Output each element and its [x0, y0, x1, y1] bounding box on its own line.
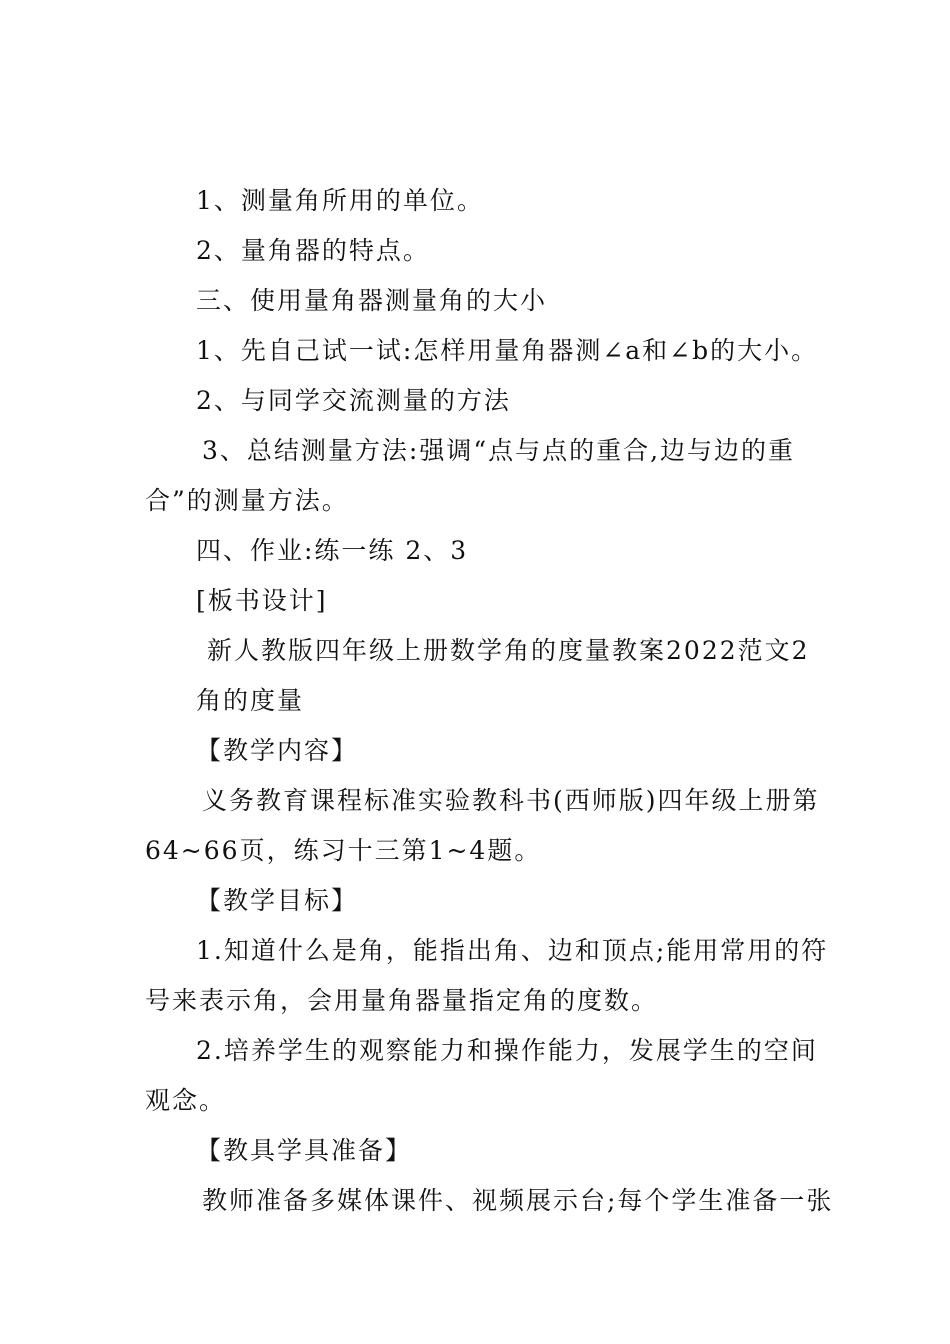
- text-line-4: 1、先自己试一试:怎样用量角器测∠a和∠b的大小。: [196, 336, 819, 365]
- heading-teaching-goals: 【教学目标】: [196, 886, 359, 915]
- section-heading-4: 四、作业:练一练 2、3: [196, 536, 469, 565]
- text-line-6: 3、总结测量方法:强调“点与点的重合,边与边的重: [202, 436, 796, 465]
- goal-1-line-1: 1.知道什么是角，能指出角、边和顶点;能用常用的符: [196, 936, 829, 965]
- text-line-content-2: 64~66页，练习十三第1~4题。: [145, 836, 542, 865]
- text-line-7: 合”的测量方法。: [145, 486, 349, 515]
- goal-1-line-2: 号来表示角，会用量角器量指定角的度数。: [145, 986, 659, 1015]
- heading-teaching-content: 【教学内容】: [196, 736, 359, 765]
- text-line-tools: 教师准备多媒体课件、视频展示台;每个学生准备一张: [202, 1186, 834, 1215]
- goal-2-line-1: 2.培养学生的观察能力和操作能力，发展学生的空间: [196, 1036, 818, 1065]
- section-heading-3: 三、使用量角器测量角的大小: [196, 286, 548, 315]
- text-line-2: 2、量角器的特点。: [196, 236, 430, 265]
- heading-teaching-tools: 【教具学具准备】: [196, 1136, 413, 1165]
- text-line-5: 2、与同学交流测量的方法: [196, 386, 511, 415]
- goal-2-line-2: 观念。: [145, 1086, 227, 1115]
- text-line-1: 1、测量角所用的单位。: [196, 186, 484, 215]
- lesson-title: 角的度量: [196, 686, 305, 715]
- document-title: 新人教版四年级上册数学角的度量教案2022范文2: [207, 636, 810, 665]
- board-design-label: [板书设计]: [196, 586, 328, 615]
- text-line-content-1: 义务教育课程标准实验教科书(西师版)四年级上册第: [202, 786, 820, 815]
